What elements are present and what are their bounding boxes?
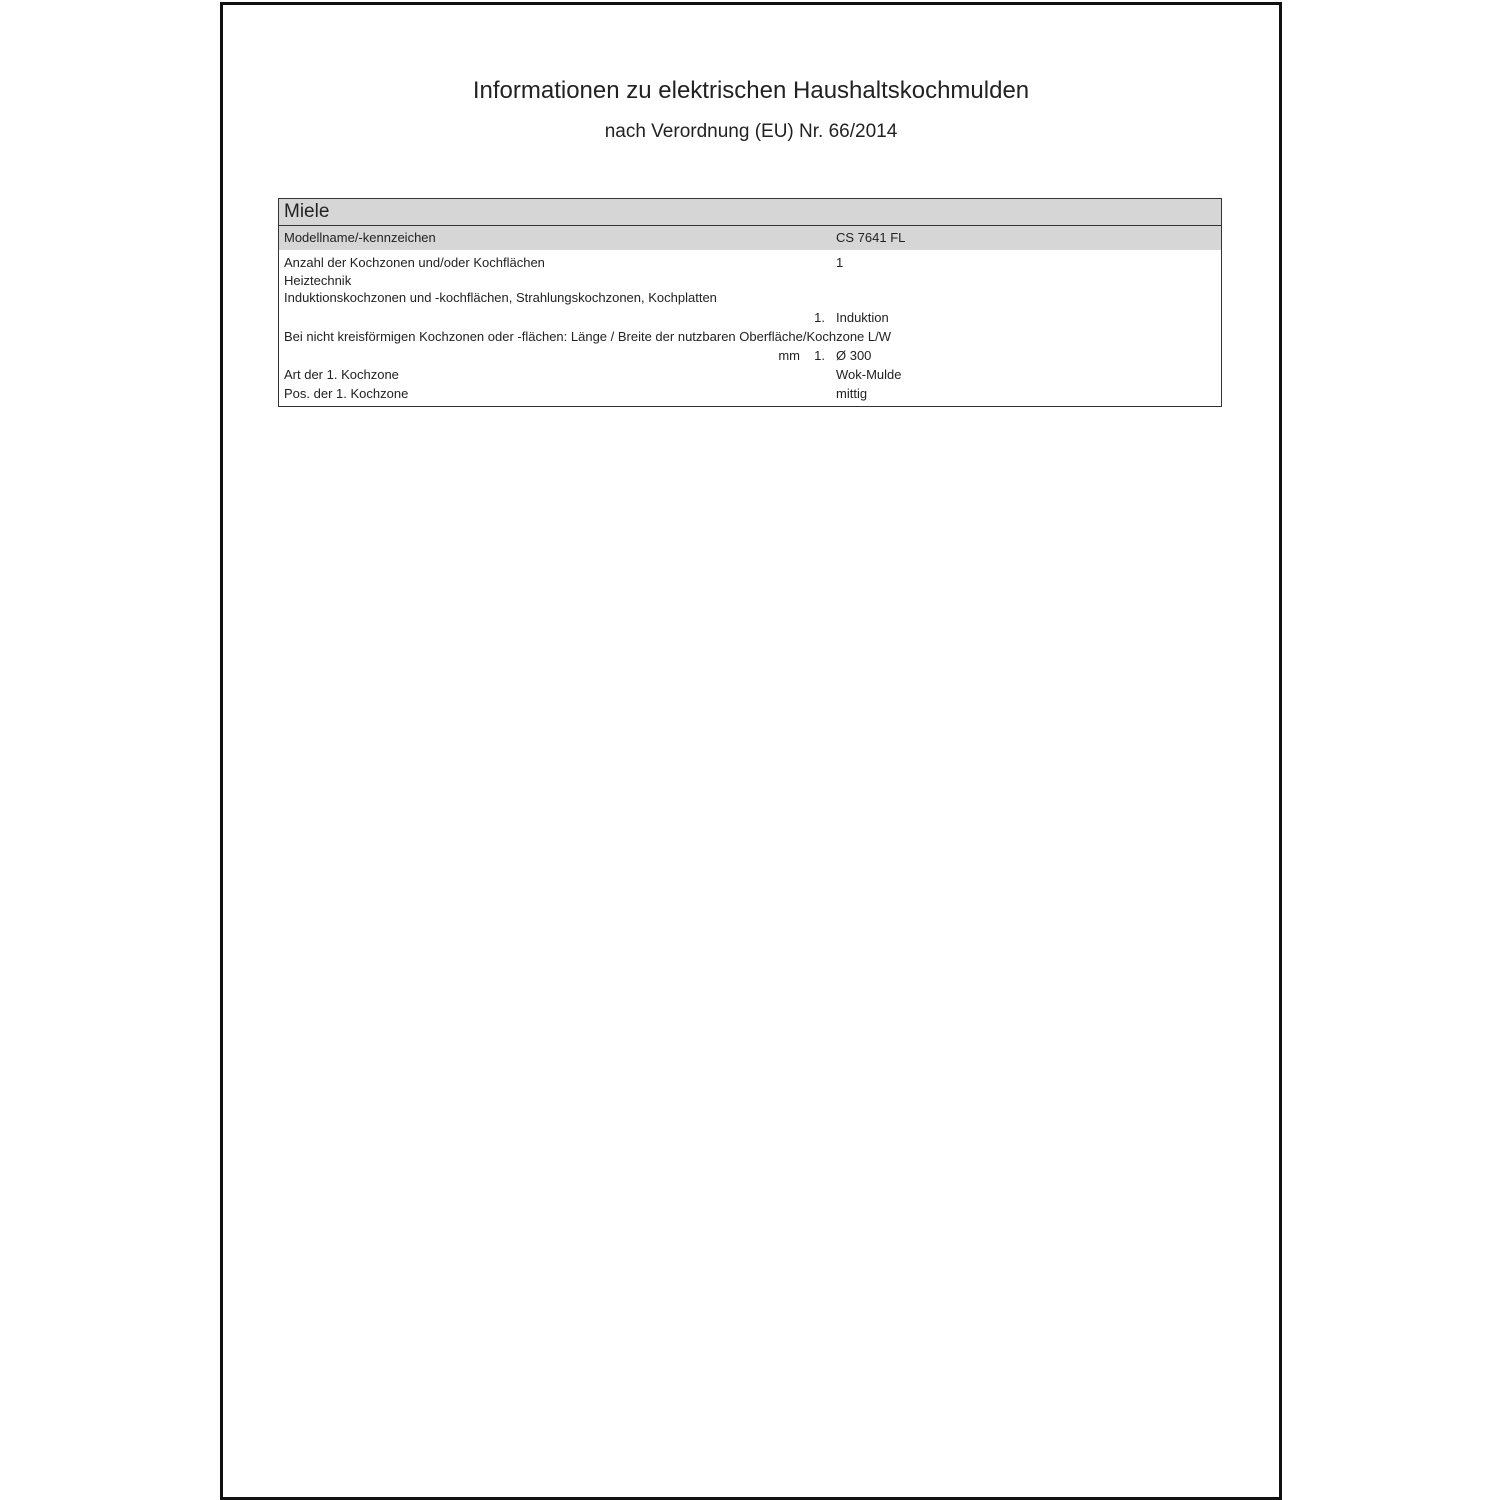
zone-type-row	[279, 365, 1221, 384]
heating-label: Heiztechnik	[284, 273, 352, 288]
dimension-label-row	[279, 327, 1221, 346]
heating-value-row	[279, 308, 1221, 327]
heating-index: 1.	[814, 310, 825, 325]
page-title: Informationen zu elektrischen Haushaltskochmulden	[472, 77, 1030, 104]
zone-position-label: Pos. der 1. Kochzone	[284, 386, 409, 401]
model-label: Modellname/-kennzeichen	[284, 230, 436, 245]
page-subtitle: nach Verordnung (EU) Nr. 66/2014	[604, 121, 898, 142]
heating-sublabel: Induktionskochzonen und -kochflächen, Strahlungskochzonen, Kochplatten	[284, 290, 717, 305]
brand-header: Miele	[279, 199, 1221, 226]
model-row	[279, 226, 1221, 250]
zone-type-value: Wok-Mulde	[836, 367, 902, 382]
heating-value: Induktion	[836, 310, 889, 325]
zones-count-value: 1	[836, 255, 844, 270]
zone-position-value: mittig	[836, 386, 868, 401]
dimension-label: Bei nicht kreisförmigen Kochzonen oder -flächen: Länge / Breite der nutzbaren Oberfläche/Kochzone L/W	[284, 329, 892, 344]
zones-count-label: Anzahl der Kochzonen und/oder Kochflächen	[284, 255, 545, 270]
heating-label-row	[279, 272, 1221, 289]
model-value: CS 7641 FL	[836, 230, 906, 245]
product-info-table	[278, 198, 1222, 407]
dimension-value-row	[279, 346, 1221, 365]
zone-type-label: Art der 1. Kochzone	[284, 367, 399, 382]
table-bottom-spacer	[279, 403, 1221, 406]
dimension-value: Ø 300	[836, 348, 872, 363]
zone-position-row	[279, 384, 1221, 403]
dimension-unit: mm	[778, 348, 800, 363]
heating-sublabel-row	[279, 289, 1221, 308]
zones-count-row	[279, 253, 1221, 272]
dimension-index: 1.	[814, 348, 825, 363]
document-page	[220, 2, 1282, 1500]
